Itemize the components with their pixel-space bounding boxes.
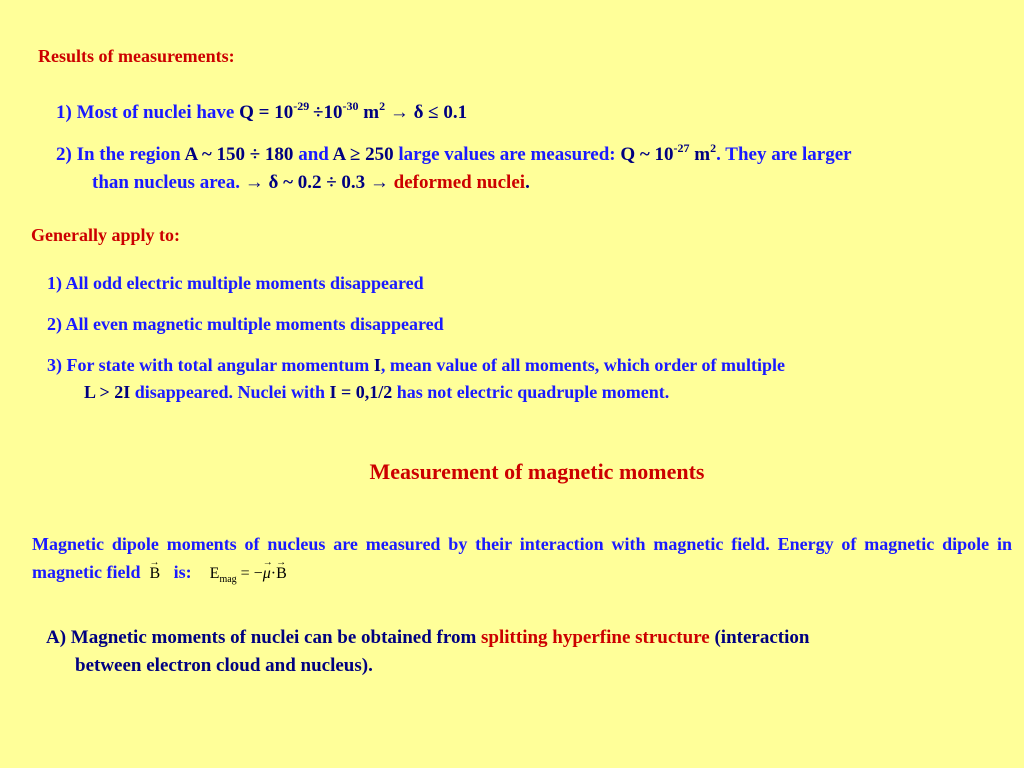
quadrupole-range: $Q = 10^{-29} \div 10^{-30}$ $m^2 \to \delta \le 0.1$ bbox=[239, 99, 468, 123]
item-number: 1) bbox=[56, 102, 72, 123]
general-item-3: 3) For state with total angular momentum I, mean value of all moments, which order of multiple bbox=[47, 355, 785, 375]
results-item-2-line-2: than nucleus area. → δ ~ 0.2 ÷ 0.3 → deformed nuclei. bbox=[92, 172, 530, 193]
results-heading: Results of measurements: bbox=[38, 46, 235, 66]
general-item-3-line-2: L > 2I disappeared. Nuclei with I = 0,1/2 has not electric quadruple moment. bbox=[84, 382, 670, 402]
item-a-line-2: between electron cloud and nucleus). bbox=[75, 655, 373, 676]
hyperfine-label: splitting hyperfine structure bbox=[481, 627, 710, 648]
item-text: Most of nuclei have bbox=[76, 102, 235, 123]
b-vector: → B bbox=[149, 557, 161, 582]
results-item-2: 2) In the region A ~ 150 ÷ 180 and A ≥ 250 large values are measured: Q ~ $10^{-27}$ $m^2$. They are larger bbox=[56, 141, 852, 165]
large-quadrupole: Q ~ $10^{-27}$ $m^2$ bbox=[620, 141, 717, 165]
general-item-1: 1) All odd electric multiple moments disappeared bbox=[47, 273, 424, 293]
deformed-nuclei-label: deformed nuclei bbox=[393, 172, 526, 193]
magnetic-paragraph: Magnetic dipole moments of nucleus are measured by their interaction with magnetic field. Energy of magnetic dipole in magnetic field → B is: $E_{mag}$ = − → μ· → B bbox=[32, 530, 1012, 594]
item-a: A) Magnetic moments of nuclei can be obtained from splitting hyperfine structure (interaction bbox=[46, 627, 810, 648]
general-item-2: 2) All even magnetic multiple moments disappeared bbox=[47, 314, 444, 334]
general-heading: Generally apply to: bbox=[31, 225, 180, 245]
section-title: Measurement of magnetic moments bbox=[369, 459, 705, 484]
energy-formula: $E_{mag}$ = − → μ· → B bbox=[209, 557, 287, 586]
results-item-1 bbox=[56, 99, 468, 124]
